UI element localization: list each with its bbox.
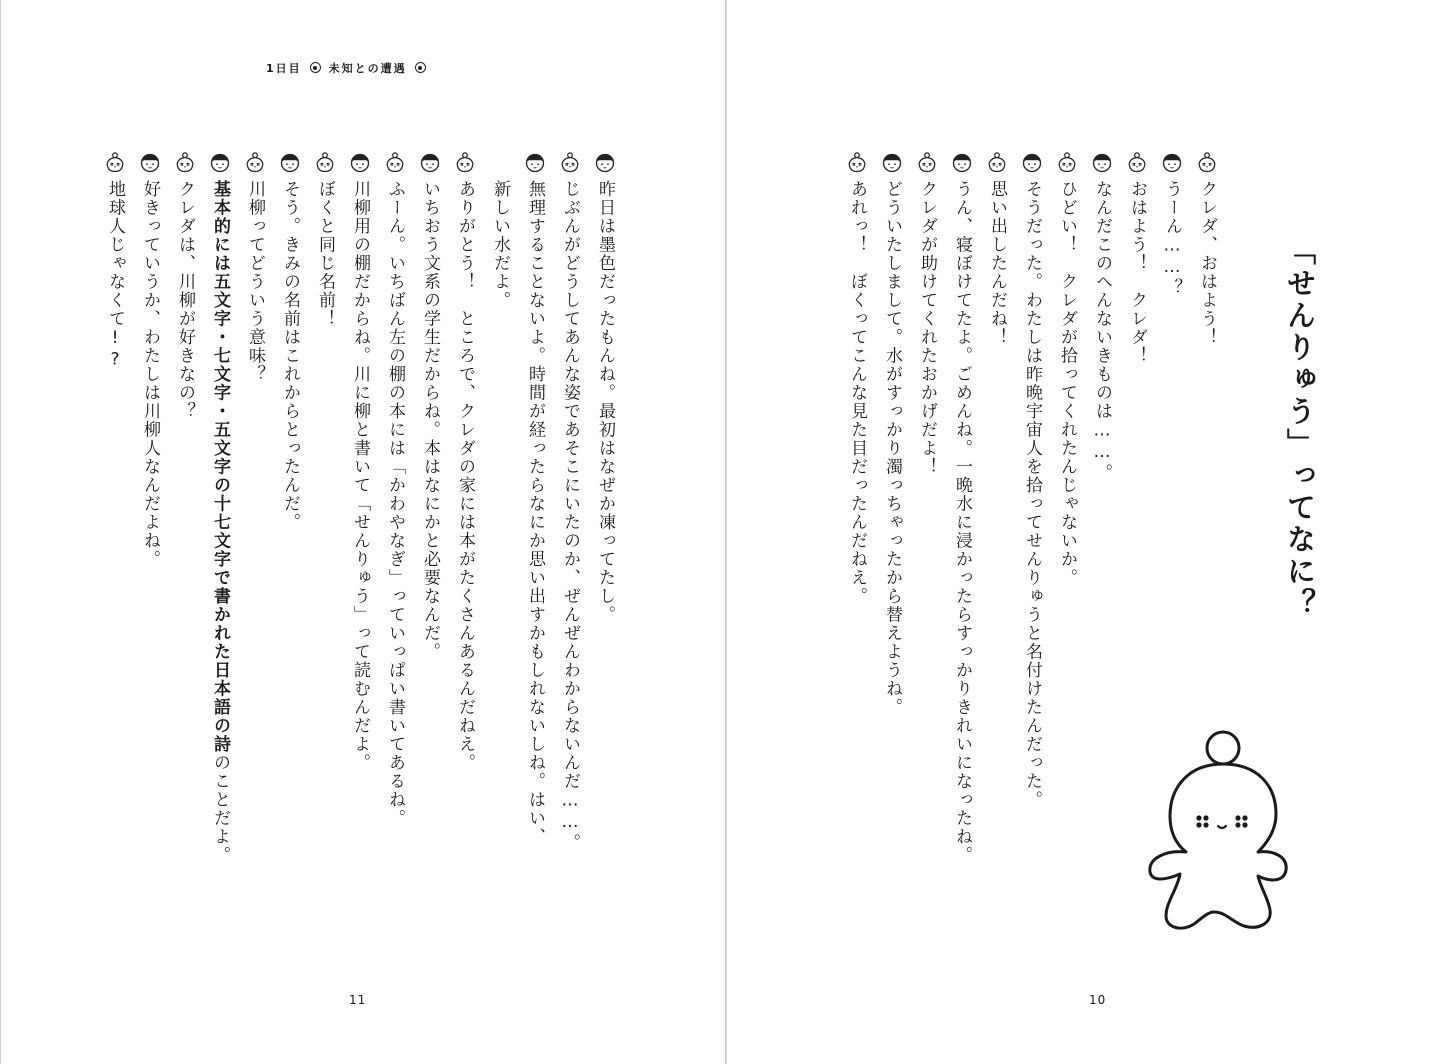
dialogue-text [383, 180, 407, 828]
dialogue-text [523, 180, 547, 846]
dialogue-text-run: クレダが助けてくれたおかげだよ！ [917, 180, 937, 476]
dialogue-text [208, 180, 232, 865]
dialogue-line [173, 152, 197, 421]
dialogue-line [453, 152, 477, 772]
dialogue-text-run: おはよう！ クレダ！ [1127, 180, 1147, 365]
human-speaker-icon [525, 152, 545, 174]
dialogue-text [558, 180, 582, 852]
emphasis-text: 基本的には五文字・七文字・五文字の十七文字で書かれた日本語の詩 [210, 180, 230, 754]
dialogue-text-run: うん、寝ぼけてたよ。ごめんね。一晩水に浸かったらすっかりきれいになったね。 [952, 180, 972, 865]
human-speaker-icon [280, 152, 300, 174]
dialogue-text [313, 180, 337, 328]
dialogue-text-run: 地球人じゃなくて!? [105, 180, 125, 371]
dialogue-text [1055, 180, 1079, 587]
dialogue-text-run: 川柳用の棚だからね。川に柳と書いて「せんりゅう」って読むんだよ。 [350, 180, 370, 772]
alien-speaker-icon [315, 152, 335, 174]
dialogue-line [845, 152, 869, 606]
dialogue-line [1020, 152, 1044, 809]
dialogue-line [985, 152, 1009, 347]
dialogue-text [453, 180, 477, 772]
dialogue-text [1160, 180, 1184, 297]
dialogue-text-run: じぶんがどうしてあんな姿であそこにいたのか、ぜんぜんわからないんだ……。 [560, 180, 580, 852]
dialogue-text-run: どういたしまして。水がすっかり濁っちゃったから替えようね。 [882, 180, 902, 717]
bullseye-icon [415, 62, 426, 73]
dialogue-text [173, 180, 197, 421]
dialogue-line [278, 152, 302, 532]
human-speaker-icon [140, 152, 160, 174]
human-speaker-icon [1092, 152, 1112, 174]
human-speaker-icon [210, 152, 230, 174]
alien-speaker-icon [560, 152, 580, 174]
chapter-title: 「せんりゅう」ってなに？ [1283, 236, 1317, 620]
dialogue-text-run: そう。きみの名前はこれからとったんだ。 [280, 180, 300, 532]
dialogue-text [950, 180, 974, 865]
dialogue-text [845, 180, 869, 606]
dialogue-text-run: 新しい水だよ。 [490, 180, 510, 310]
bullseye-icon [310, 62, 321, 73]
dialogue-line [1195, 152, 1219, 347]
alien-speaker-icon [1057, 152, 1077, 174]
human-speaker-icon [1022, 152, 1042, 174]
dialogue-text [138, 180, 162, 569]
human-speaker-icon [1162, 152, 1182, 174]
dialogue-text-run: 思い出したんだね！ [987, 180, 1007, 347]
running-head-chapter: 未知との遭遇 [328, 62, 407, 75]
dialogue-text [103, 180, 127, 371]
dialogue-text-run: あれっ！ ぼくってこんな見た目だったんだねえ。 [847, 180, 867, 606]
dialogue-line [383, 152, 407, 828]
dialogue-text [243, 180, 267, 384]
alien-speaker-icon [917, 152, 937, 174]
dialogue-line [593, 152, 617, 624]
dialogue-line [558, 152, 582, 852]
human-speaker-icon [952, 152, 972, 174]
dialogue-text-run: のことだよ。 [210, 753, 230, 865]
dialogue-line [523, 152, 547, 846]
page-number-right: 10 [1089, 993, 1107, 1007]
dialogue-text [985, 180, 1009, 347]
dialogue-text [1195, 180, 1219, 347]
human-speaker-icon [882, 152, 902, 174]
running-head [266, 60, 434, 76]
dialogue-text-run: ひどい！ クレダが拾ってくれたんじゃないか。 [1057, 180, 1077, 587]
dialogue-text-run: 無理することないよ。時間が経ったらなにか思い出すかもしれないしね。はい、 [525, 180, 545, 846]
dialogue-text-run: 昨日は墨色だったもんね。最初はなぜか凍ってたし。 [595, 180, 615, 624]
dialogue-text-run: ぼくと同じ名前！ [315, 180, 335, 328]
human-speaker-icon [595, 152, 615, 174]
dialogue-line [313, 152, 337, 328]
running-head-day: 1日目 [266, 62, 302, 75]
alien-speaker-icon [847, 152, 867, 174]
alien-speaker-icon [455, 152, 475, 174]
alien-speaker-icon [1127, 152, 1147, 174]
alien-speaker-icon [245, 152, 265, 174]
dialogue-text-run: 好きっていうか、わたしは川柳人なんだよね。 [140, 180, 160, 569]
dialogue-line [138, 152, 162, 569]
dialogue-line [418, 152, 442, 661]
dialogue-text [418, 180, 442, 661]
dialogue-text [1090, 180, 1114, 482]
dialogue-text [593, 180, 617, 624]
human-speaker-icon [350, 152, 370, 174]
dialogue-line [880, 152, 904, 717]
dialogue-line [950, 152, 974, 865]
alien-mascot-illustration [1140, 726, 1290, 936]
dialogue-line [915, 152, 939, 476]
dialogue-text-run: クレダは、川柳が好きなの？ [175, 180, 195, 421]
dialogue-text-run: そうだった。わたしは昨晩宇宙人を拾ってせんりゅうと名付けたんだった。 [1022, 180, 1042, 809]
dialogue-line [1055, 152, 1079, 587]
dialogue-line [1125, 152, 1149, 365]
dialogue-text [880, 180, 904, 717]
continuation-spacer [490, 152, 510, 174]
dialogue-text [278, 180, 302, 532]
dialogue-text [1125, 180, 1149, 365]
dialogue-text-run: ありがとう！ ところで、クレダの家には本がたくさんあるんだねえ。 [455, 180, 475, 772]
dialogue-text-run: ふーん。いちばん左の棚の本には「かわやなぎ」っていっぱい書いてあるね。 [385, 180, 405, 828]
dialogue-line [208, 152, 232, 865]
dialogue-line [348, 152, 372, 772]
alien-speaker-icon [385, 152, 405, 174]
alien-speaker-icon [105, 152, 125, 174]
dialogue-text-run: いちおう文系の学生だからね。本はなにかと必要なんだ。 [420, 180, 440, 661]
alien-speaker-icon [1197, 152, 1217, 174]
dialogue-text [348, 180, 372, 772]
dialogue-line [1160, 152, 1184, 297]
dialogue-line [243, 152, 267, 384]
dialogue-line [103, 152, 127, 371]
alien-speaker-icon [175, 152, 195, 174]
dialogue-line [1090, 152, 1114, 482]
dialogue-text [915, 180, 939, 476]
page-number-left: 11 [349, 993, 367, 1007]
dialogue-text-run: なんだこのへんないきものは……。 [1092, 180, 1112, 482]
human-speaker-icon [420, 152, 440, 174]
dialogue-line [488, 152, 512, 310]
dialogue-text [1020, 180, 1044, 809]
alien-speaker-icon [987, 152, 1007, 174]
dialogue-text-run: 川柳ってどういう意味？ [245, 180, 265, 384]
dialogue-text-run: クレダ、おはよう！ [1197, 180, 1217, 347]
dialogue-text [488, 180, 512, 310]
dialogue-text-run: うーん……？ [1162, 180, 1182, 297]
